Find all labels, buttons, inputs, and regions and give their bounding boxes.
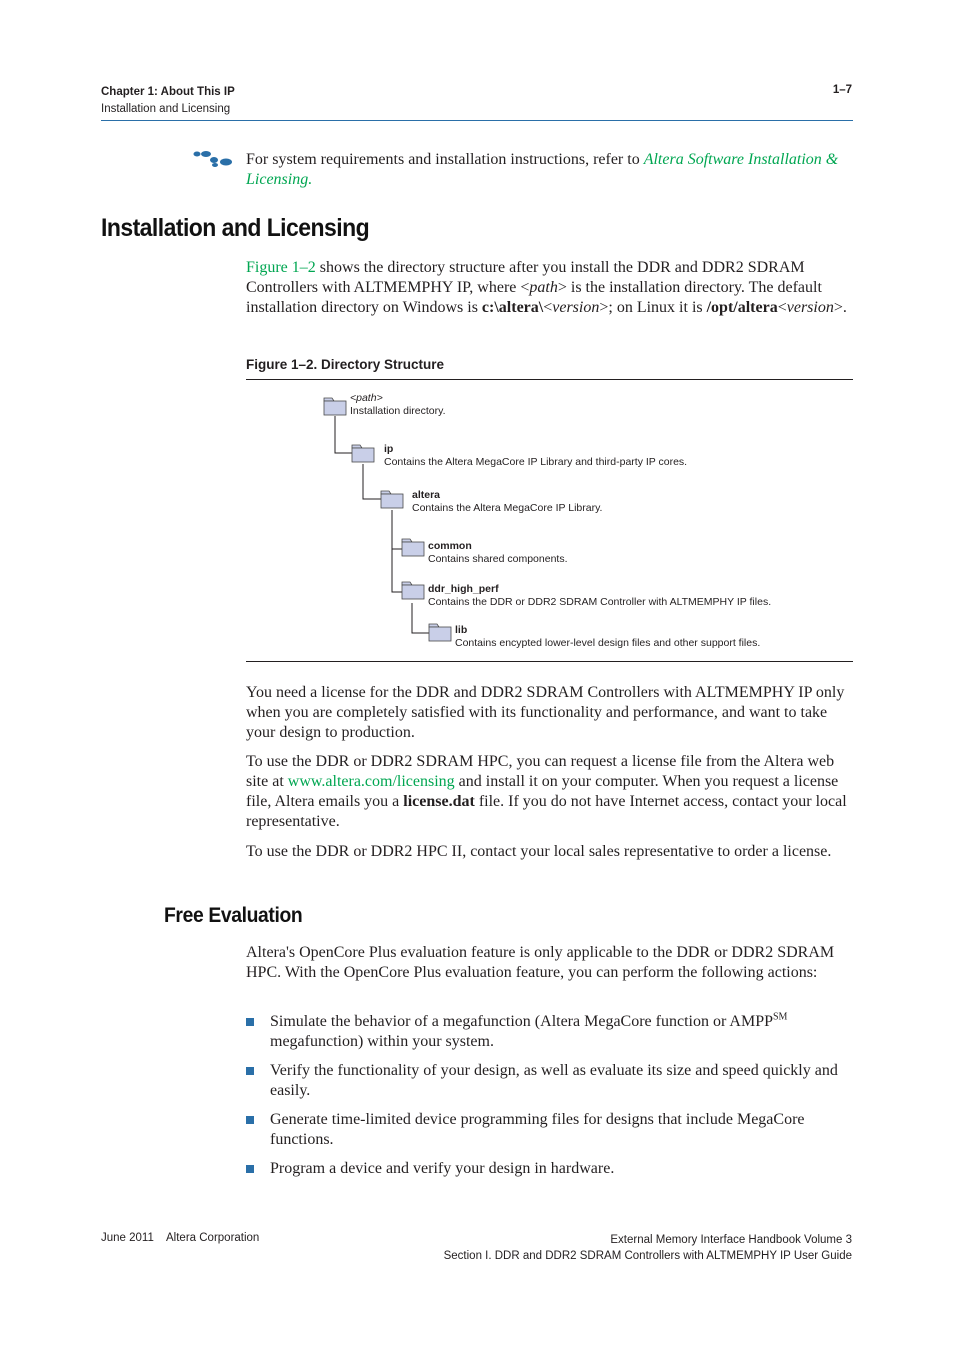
tree-node-lib: lib Contains encypted lower-level design files and other support files. (455, 624, 761, 649)
license-paragraph: You need a license for the DDR and DDR2 SDRAM Controllers with ALTMEMPHY IP only when you are completely satisfied with its functionality and performance, and want to take your design to production. (246, 684, 845, 741)
tree-node-ip: ip Contains the Altera MegaCore IP Library and third-party IP cores. (384, 443, 688, 468)
page-number: 1–7 (832, 84, 852, 96)
note-text: For system requirements and installation instructions, refer to Altera Software Installation & Licensing. (246, 151, 839, 188)
footer-left: June 2011 Altera Corporation (101, 1232, 260, 1244)
bullet-square-icon (246, 1067, 254, 1075)
section-title: Installation and Licensing (101, 103, 231, 115)
evaluation-paragraph: Altera's OpenCore Plus evaluation feature is only applicable to the DDR or DDR2 SDRAM HPC. With the OpenCore Plus evaluation feature, you can perform the following actions: (246, 944, 835, 981)
chapter-title: Chapter 1: About This IP (101, 86, 235, 98)
intro-paragraph: Figure 1–2 shows the directory structure after you install the DDR and DDR2 SDRAM Controllers with ALTMEMPHY IP, where <path> is the installation directory. The default installation directory on Windows is c:\altera\<version>; on Linux it is /opt/altera<version>. (246, 259, 847, 316)
tree-node-ddr-high-perf: ddr_high_perf Contains the DDR or DDR2 SDRAM Controller with ALTMEMPHY IP files. (428, 583, 772, 608)
feature-list (246, 1012, 853, 1188)
figure-top-rule (246, 379, 853, 380)
footprints-icon (192, 150, 234, 168)
folder-icon (381, 491, 403, 508)
directory-tree (246, 381, 853, 661)
tree-lines (246, 381, 853, 661)
footer-right: External Memory Interface Handbook Volume 3 Section I. DDR and DDR2 SDRAM Controllers with ALTMEMPHY IP User Guide (443, 1234, 852, 1262)
running-header (101, 84, 235, 118)
list-item: Verify the functionality of your design, as well as evaluate its size and speed quickly and easily. (246, 1061, 853, 1101)
tree-node-path: <path> Installation directory. (350, 392, 446, 417)
folder-icon (352, 445, 374, 462)
list-item: Simulate the behavior of a megafunction (Altera MegaCore function or AMPP℠ megafunction) within your system. (246, 1012, 853, 1052)
tree-node-altera: altera Contains the Altera MegaCore IP Library. (412, 489, 603, 514)
bullet-square-icon (246, 1018, 254, 1026)
list-item: Generate time-limited device programming files for designs that include MegaCore functions. (246, 1110, 853, 1150)
bullet-square-icon (246, 1116, 254, 1124)
hpc2-paragraph: To use the DDR or DDR2 HPC II, contact your local sales representative to order a license. (246, 843, 832, 860)
folder-icon (429, 624, 451, 641)
folder-icon (324, 398, 346, 415)
software-installation-link[interactable]: Altera Software Installation & Licensing (246, 151, 839, 188)
section-heading: Free Evaluation (164, 904, 303, 927)
bullet-square-icon (246, 1165, 254, 1173)
figure-1-2-link[interactable]: Figure 1–2 (246, 259, 316, 276)
figure-caption: Figure 1–2. Directory Structure (246, 357, 445, 372)
licensing-link[interactable]: www.altera.com/licensing (287, 773, 455, 790)
header-rule (101, 120, 853, 121)
folder-icon (402, 582, 424, 599)
license-request-paragraph: To use the DDR or DDR2 SDRAM HPC, you can request a license file from the Altera web site at www.altera.com/licensing and install it on your computer. When you request a license file, Altera emails you a license.dat file. If you do not have Internet access, contact your local representative. (246, 753, 847, 830)
page-title: Installation and Licensing (101, 214, 370, 242)
figure-bottom-rule (246, 661, 853, 662)
folder-icon (402, 539, 424, 556)
list-item: Program a device and verify your design in hardware. (246, 1159, 853, 1179)
tree-node-common: common Contains shared components. (428, 540, 568, 565)
